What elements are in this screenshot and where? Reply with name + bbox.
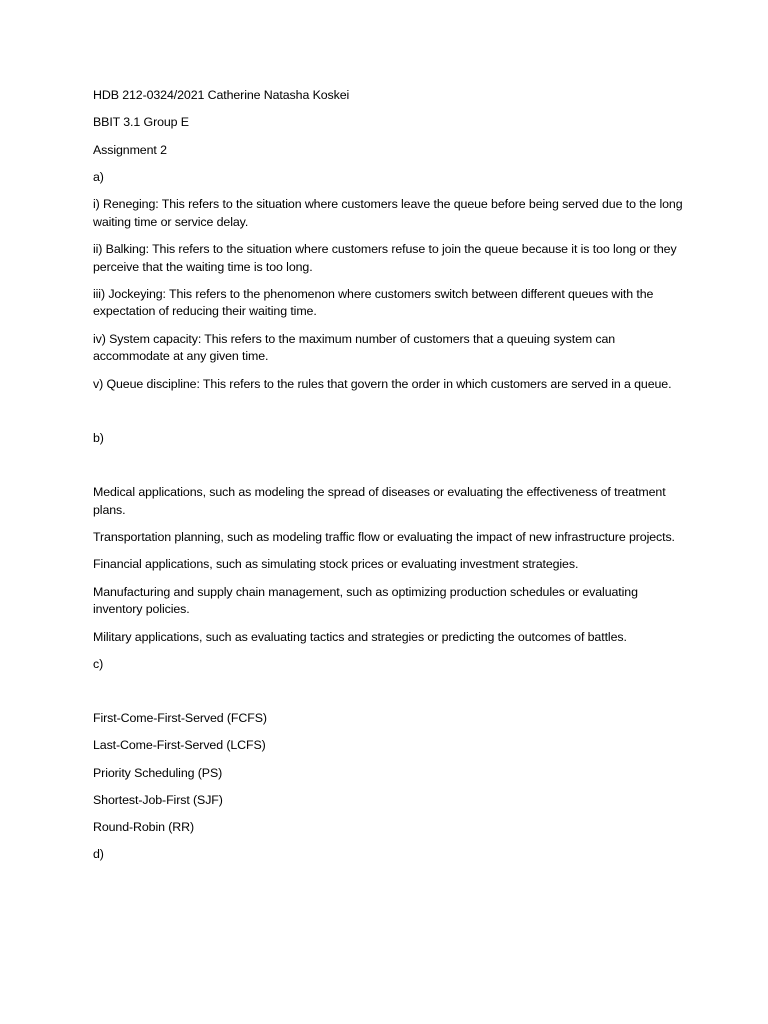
section-c-label: c) [93, 656, 104, 671]
application-manufacturing: Manufacturing and supply chain management, such as optimizing production schedules or evaluating inventory policies. [93, 584, 638, 617]
discipline-lcfs: Last-Come-First-Served (LCFS) [93, 738, 266, 753]
class-line: BBIT 3.1 Group E [93, 115, 189, 130]
document-body [93, 87, 683, 874]
discipline-rr: Round-Robin (RR) [93, 820, 195, 835]
section-d-label: d) [93, 847, 104, 862]
definition-queue-discipline: v) Queue discipline: This refers to the rules that govern the order in which customers are served in a queue. [93, 376, 672, 391]
student-line: HDB 212-0324/2021 Catherine Natasha Koskei [93, 88, 350, 102]
application-medical: Medical applications, such as modeling the spread of diseases or evaluating the effectiveness of treatment plans. [93, 485, 666, 517]
application-financial: Financial applications, such as simulating stock prices or evaluating investment strategies. [93, 557, 579, 572]
definition-jockeying: iii) Jockeying: This refers to the phenomenon where customers switch between different queues with the expectation of reducing their waiting time. [93, 286, 654, 319]
assignment-title: Assignment 2 [93, 142, 167, 157]
definition-system-capacity: iv) System capacity: This refers to the maximum number of customers that a queuing system can accommodate at any given time. [93, 331, 616, 364]
discipline-sjf: Shortest-Job-First (SJF) [93, 792, 223, 807]
blank-line [93, 683, 683, 710]
discipline-ps: Priority Scheduling (PS) [93, 765, 223, 780]
application-transportation: Transportation planning, such as modeling traffic flow or evaluating the impact of new infrastructure projects. [93, 530, 675, 545]
discipline-fcfs: First-Come-First-Served (FCFS) [93, 711, 267, 726]
blank-line [93, 403, 683, 430]
application-military: Military applications, such as evaluating tactics and strategies or predicting the outcomes of battles. [93, 629, 627, 644]
section-a-label: a) [93, 169, 104, 184]
definition-balking: ii) Balking: This refers to the situation where customers refuse to join the queue because it is too long or they perceive that the waiting time is too long. [93, 242, 677, 274]
blank-line [93, 457, 683, 484]
section-b-label: b) [93, 430, 104, 445]
definition-reneging: i) Reneging: This refers to the situation where customers leave the queue before being served due to the long waiting time or service delay. [93, 197, 683, 229]
